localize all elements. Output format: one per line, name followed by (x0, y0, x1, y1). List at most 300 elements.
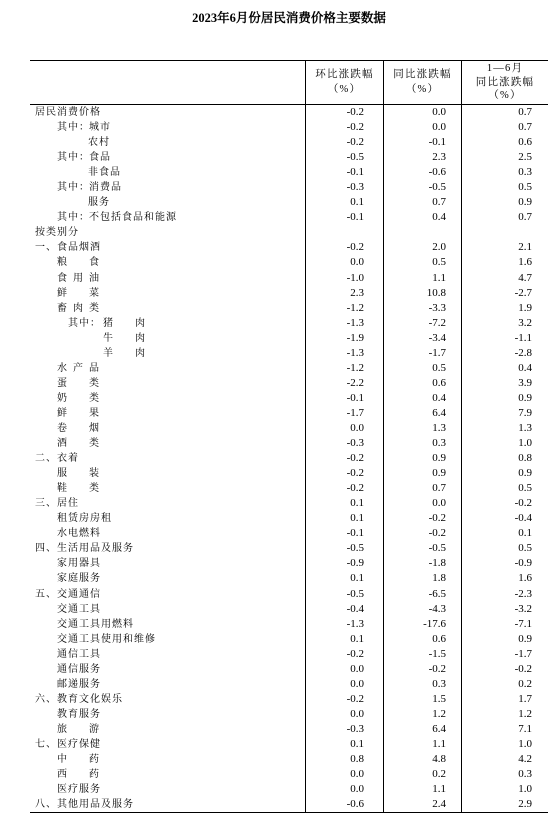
table-row (30, 376, 548, 391)
ytd-value: 0.4 (461, 361, 548, 376)
mom-value: 0.1 (305, 195, 383, 210)
row-label-text: 通信服务 (57, 663, 101, 675)
ytd-value: 0.1 (461, 526, 548, 541)
yoy-value: 0.0 (383, 120, 461, 135)
row-label-text: 西 药 (57, 769, 99, 781)
table-row (30, 165, 548, 180)
ytd-value: -0.2 (461, 662, 548, 677)
mom-value: -0.2 (305, 647, 383, 662)
ytd-value: 4.7 (461, 271, 548, 286)
row-label-text: 医疗服务 (57, 784, 101, 796)
table-row (30, 225, 548, 240)
table-row (30, 301, 548, 316)
row-label (30, 180, 305, 195)
ytd-value: 0.5 (461, 541, 548, 556)
yoy-value: 0.0 (383, 105, 461, 120)
header-ytd-period: 1—6月 (486, 62, 524, 74)
table-row (30, 767, 548, 782)
table-row (30, 632, 548, 647)
row-label-text: 八、其他用品及服务 (35, 799, 134, 811)
row-label-text: 蛋 类 (57, 377, 99, 389)
table-row (30, 797, 548, 812)
ytd-value: 2.5 (461, 150, 548, 165)
yoy-value: 0.4 (383, 391, 461, 406)
ytd-value: 1.0 (461, 737, 548, 752)
table-row (30, 541, 548, 556)
row-label (30, 120, 305, 135)
mom-value: -0.2 (305, 135, 383, 150)
yoy-value: 0.7 (383, 481, 461, 496)
yoy-value: -17.6 (383, 617, 461, 632)
ytd-value: 0.7 (461, 210, 548, 225)
row-label-prefix: 其中： (57, 122, 90, 134)
ytd-value: -0.2 (461, 496, 548, 511)
ytd-value: 1.6 (461, 571, 548, 586)
row-label-text: 鞋 类 (57, 483, 99, 495)
table-row (30, 105, 548, 120)
mom-value: -0.3 (305, 722, 383, 737)
yoy-value: -0.5 (383, 180, 461, 195)
yoy-value: 1.5 (383, 692, 461, 707)
row-label-text: 家用器具 (57, 558, 101, 570)
row-label-text: 鲜 果 (57, 407, 99, 419)
row-label (30, 737, 305, 752)
ytd-value: 0.7 (461, 105, 548, 120)
row-label-text: 教育服务 (57, 708, 101, 720)
table-row (30, 647, 548, 662)
mom-value: -0.3 (305, 436, 383, 451)
table-row (30, 602, 548, 617)
row-label-text: 猪 肉 (103, 317, 145, 329)
yoy-value: -0.5 (383, 541, 461, 556)
yoy-value: -3.4 (383, 331, 461, 346)
mom-value: -0.5 (305, 541, 383, 556)
ytd-value: -0.9 (461, 556, 548, 571)
row-label (30, 556, 305, 571)
ytd-value: 0.3 (461, 165, 548, 180)
yoy-value: -0.2 (383, 526, 461, 541)
ytd-value: 7.9 (461, 406, 548, 421)
table-row (30, 210, 548, 225)
table-row (30, 180, 548, 195)
row-label-text: 牛 肉 (103, 332, 145, 344)
table-row (30, 406, 548, 421)
header-ytd (461, 61, 548, 104)
mom-value: -1.3 (305, 617, 383, 632)
row-label-text: 农村 (88, 137, 110, 149)
row-label-text: 奶 类 (57, 392, 99, 404)
row-label-text: 邮递服务 (57, 678, 101, 690)
row-label-text: 交通工具用燃料 (57, 618, 134, 630)
table-row (30, 421, 548, 436)
row-label (30, 662, 305, 677)
table-row (30, 391, 548, 406)
ytd-value: 0.6 (461, 135, 548, 150)
mom-value (305, 225, 383, 240)
ytd-value: 7.1 (461, 722, 548, 737)
yoy-value: 0.6 (383, 632, 461, 647)
row-label-text: 城市 (89, 122, 111, 134)
table-row (30, 722, 548, 737)
mom-value: -1.7 (305, 406, 383, 421)
mom-value: 0.0 (305, 421, 383, 436)
yoy-value: 1.1 (383, 737, 461, 752)
ytd-value: -2.3 (461, 587, 548, 602)
table-row (30, 135, 548, 150)
table-row (30, 587, 548, 602)
ytd-value: 1.0 (461, 436, 548, 451)
row-label-text: 交通工具使用和维修 (57, 633, 156, 645)
ytd-value: 3.2 (461, 316, 548, 331)
row-label (30, 105, 305, 120)
yoy-value: 10.8 (383, 286, 461, 301)
yoy-value: 0.9 (383, 466, 461, 481)
mom-value: -1.2 (305, 301, 383, 316)
mom-value: -0.2 (305, 692, 383, 707)
yoy-value: -6.5 (383, 587, 461, 602)
row-label-prefix: 其中： (68, 317, 101, 329)
row-label-text: 酒 类 (57, 438, 99, 450)
row-label-text: 鲜 菜 (57, 287, 99, 299)
mom-value: -0.9 (305, 556, 383, 571)
ytd-value: 0.7 (461, 120, 548, 135)
row-label (30, 632, 305, 647)
ytd-value: 0.9 (461, 195, 548, 210)
row-label-text: 消费品 (89, 182, 122, 194)
table-row (30, 707, 548, 722)
row-label (30, 782, 305, 797)
mom-value: -1.3 (305, 316, 383, 331)
ytd-value: -2.8 (461, 346, 548, 361)
row-label (30, 526, 305, 541)
table-header (30, 60, 548, 105)
header-mom-unit: （%） (327, 83, 362, 95)
yoy-value: -7.2 (383, 316, 461, 331)
table-row (30, 255, 548, 270)
ytd-value: 1.7 (461, 692, 548, 707)
mom-value: 0.1 (305, 632, 383, 647)
ytd-value: -1.7 (461, 647, 548, 662)
ytd-value: 0.5 (461, 481, 548, 496)
row-label-text: 不包括食品和能源 (89, 212, 177, 224)
ytd-value: 0.9 (461, 391, 548, 406)
ytd-value: 4.2 (461, 752, 548, 767)
yoy-value: -0.1 (383, 135, 461, 150)
row-label (30, 150, 305, 165)
row-label-text: 居民消费价格 (35, 107, 101, 118)
mom-value: -1.3 (305, 346, 383, 361)
table-row (30, 617, 548, 632)
table-row (30, 240, 548, 255)
mom-value: -0.5 (305, 587, 383, 602)
mom-value: 0.0 (305, 677, 383, 692)
row-label (30, 210, 305, 225)
yoy-value: 0.2 (383, 767, 461, 782)
row-label-text: 粮 食 (57, 257, 99, 269)
ytd-value: 1.0 (461, 782, 548, 797)
row-label (30, 707, 305, 722)
yoy-value: -0.2 (383, 511, 461, 526)
row-label (30, 496, 305, 511)
mom-value: 0.0 (305, 255, 383, 270)
header-ytd-unit: （%） (488, 90, 522, 102)
row-label (30, 376, 305, 391)
row-label-text: 租赁房房租 (57, 513, 112, 525)
page-title: 2023年6月份居民消费价格主要数据 (192, 11, 386, 25)
row-label (30, 135, 305, 150)
row-label-text: 一、食品烟酒 (35, 242, 101, 254)
row-label-text: 食品 (89, 152, 111, 164)
price-table (30, 60, 548, 813)
row-label (30, 421, 305, 436)
row-label (30, 165, 305, 180)
row-label (30, 286, 305, 301)
table-row (30, 466, 548, 481)
ytd-value: 3.9 (461, 376, 548, 391)
yoy-value: 1.2 (383, 707, 461, 722)
row-label-text: 非食品 (88, 167, 121, 179)
row-label (30, 677, 305, 692)
yoy-value: 1.1 (383, 782, 461, 797)
mom-value: -0.2 (305, 466, 383, 481)
mom-value: -0.2 (305, 240, 383, 255)
row-label-text: 旅 游 (57, 723, 99, 735)
row-label (30, 692, 305, 707)
row-label (30, 647, 305, 662)
row-label-text: 畜 肉 类 (57, 302, 99, 314)
ytd-value: 0.2 (461, 677, 548, 692)
ytd-value: -0.4 (461, 511, 548, 526)
table-row (30, 316, 548, 331)
ytd-value: 1.3 (461, 421, 548, 436)
row-label (30, 331, 305, 346)
ytd-value: 1.9 (461, 301, 548, 316)
row-label (30, 587, 305, 602)
row-label (30, 571, 305, 586)
row-label (30, 767, 305, 782)
row-label (30, 617, 305, 632)
row-label-text: 中 药 (57, 754, 99, 766)
mom-value: -0.1 (305, 526, 383, 541)
yoy-value: 0.5 (383, 361, 461, 376)
header-yoy (383, 61, 461, 104)
yoy-value: -3.3 (383, 301, 461, 316)
row-label (30, 797, 305, 812)
row-label-text: 六、教育文化娱乐 (35, 693, 123, 705)
yoy-value: 2.0 (383, 240, 461, 255)
table-row (30, 677, 548, 692)
ytd-value: 0.9 (461, 632, 548, 647)
row-label-prefix: 其中： (57, 152, 90, 164)
row-label-text: 五、交通通信 (35, 588, 101, 600)
table-row (30, 752, 548, 767)
row-label-text: 二、衣着 (35, 453, 79, 465)
mom-value: 2.3 (305, 286, 383, 301)
header-item-column (30, 61, 305, 104)
row-label (30, 195, 305, 210)
table-row (30, 451, 548, 466)
yoy-value: -1.7 (383, 346, 461, 361)
row-label (30, 541, 305, 556)
yoy-value (383, 225, 461, 240)
table-row (30, 782, 548, 797)
yoy-value: 0.5 (383, 255, 461, 270)
row-label-prefix: 其中： (57, 182, 90, 194)
row-label (30, 361, 305, 376)
table-body (30, 105, 548, 813)
row-label (30, 436, 305, 451)
table-row (30, 692, 548, 707)
table-row (30, 150, 548, 165)
header-mom (305, 61, 383, 104)
yoy-value: -0.2 (383, 662, 461, 677)
mom-value: -0.2 (305, 105, 383, 120)
mom-value: 0.0 (305, 662, 383, 677)
ytd-value: -2.7 (461, 286, 548, 301)
mom-value: 0.8 (305, 752, 383, 767)
yoy-value: 4.8 (383, 752, 461, 767)
mom-value: -1.2 (305, 361, 383, 376)
yoy-value: 1.3 (383, 421, 461, 436)
table-row (30, 511, 548, 526)
ytd-value: 2.1 (461, 240, 548, 255)
mom-value: -0.2 (305, 481, 383, 496)
mom-value: -0.4 (305, 602, 383, 617)
row-label (30, 752, 305, 767)
yoy-value: 2.4 (383, 797, 461, 812)
table-row (30, 556, 548, 571)
row-label (30, 271, 305, 286)
mom-value: -1.9 (305, 331, 383, 346)
row-label-text: 三、居住 (35, 498, 79, 510)
header-yoy-unit: （%） (405, 83, 440, 95)
row-label-text: 交通工具 (57, 603, 101, 615)
row-label (30, 511, 305, 526)
mom-value: -0.2 (305, 120, 383, 135)
ytd-value: -3.2 (461, 602, 548, 617)
mom-value: 0.0 (305, 782, 383, 797)
yoy-value: -0.6 (383, 165, 461, 180)
yoy-value: 0.6 (383, 376, 461, 391)
ytd-value: 0.9 (461, 466, 548, 481)
row-label (30, 301, 305, 316)
table-row (30, 436, 548, 451)
row-label (30, 481, 305, 496)
row-label-text: 卷 烟 (57, 422, 99, 434)
row-label-text: 水电燃料 (57, 528, 101, 540)
ytd-value (461, 225, 548, 240)
yoy-value: 6.4 (383, 406, 461, 421)
row-label (30, 406, 305, 421)
mom-value: -0.3 (305, 180, 383, 195)
header-yoy-title: 同比涨跌幅 (393, 69, 452, 80)
mom-value: -0.1 (305, 210, 383, 225)
header-ytd-title: 同比涨跌幅 (475, 76, 535, 88)
table-row (30, 120, 548, 135)
ytd-value: 2.9 (461, 797, 548, 812)
table-row (30, 496, 548, 511)
yoy-value: -1.5 (383, 647, 461, 662)
row-label (30, 255, 305, 270)
mom-value: 0.0 (305, 707, 383, 722)
table-row (30, 662, 548, 677)
mom-value: -1.0 (305, 271, 383, 286)
yoy-value: 0.3 (383, 677, 461, 692)
table-row (30, 286, 548, 301)
mom-value: -0.1 (305, 391, 383, 406)
mom-value: -2.2 (305, 376, 383, 391)
row-label-text: 服务 (88, 197, 110, 209)
row-label-text: 七、医疗保健 (35, 738, 101, 750)
mom-value: 0.1 (305, 737, 383, 752)
row-label-text: 食 用 油 (57, 272, 99, 284)
yoy-value: 0.7 (383, 195, 461, 210)
table-row (30, 526, 548, 541)
mom-value: -0.6 (305, 797, 383, 812)
row-label-prefix: 其中： (57, 212, 90, 224)
yoy-value: 6.4 (383, 722, 461, 737)
row-label (30, 316, 305, 331)
table-row (30, 195, 548, 210)
yoy-value: 0.9 (383, 451, 461, 466)
yoy-value: 1.8 (383, 571, 461, 586)
yoy-value: 0.4 (383, 210, 461, 225)
ytd-value: -7.1 (461, 617, 548, 632)
row-label-text: 服 装 (57, 468, 99, 480)
mom-value: -0.1 (305, 165, 383, 180)
mom-value: 0.1 (305, 496, 383, 511)
ytd-value: 0.5 (461, 180, 548, 195)
mom-value: 0.0 (305, 767, 383, 782)
table-row (30, 346, 548, 361)
table-row (30, 331, 548, 346)
mom-value: 0.1 (305, 511, 383, 526)
ytd-value: 0.3 (461, 767, 548, 782)
ytd-value: 1.6 (461, 255, 548, 270)
row-label (30, 451, 305, 466)
mom-value: -0.2 (305, 451, 383, 466)
table-row (30, 271, 548, 286)
row-label-text: 家庭服务 (57, 573, 101, 585)
yoy-value: 0.0 (383, 496, 461, 511)
yoy-value: 0.3 (383, 436, 461, 451)
row-label-text: 水 产 品 (57, 362, 99, 374)
yoy-value: 1.1 (383, 271, 461, 286)
yoy-value: -1.8 (383, 556, 461, 571)
row-label-text: 通信工具 (57, 648, 101, 660)
table-row (30, 737, 548, 752)
row-label-text: 按类别分 (35, 227, 79, 239)
row-label (30, 602, 305, 617)
row-label-text: 羊 肉 (103, 347, 145, 359)
row-label (30, 225, 305, 240)
row-label (30, 346, 305, 361)
mom-value: -0.5 (305, 150, 383, 165)
ytd-value: -1.1 (461, 331, 548, 346)
row-label (30, 722, 305, 737)
row-label (30, 240, 305, 255)
table-row (30, 481, 548, 496)
ytd-value: 0.8 (461, 451, 548, 466)
row-label (30, 466, 305, 481)
row-label (30, 391, 305, 406)
table-row (30, 361, 548, 376)
header-mom-title: 环比涨跌幅 (315, 69, 374, 80)
yoy-value: 2.3 (383, 150, 461, 165)
yoy-value: -4.3 (383, 602, 461, 617)
row-label-text: 四、生活用品及服务 (35, 543, 134, 555)
mom-value: 0.1 (305, 571, 383, 586)
